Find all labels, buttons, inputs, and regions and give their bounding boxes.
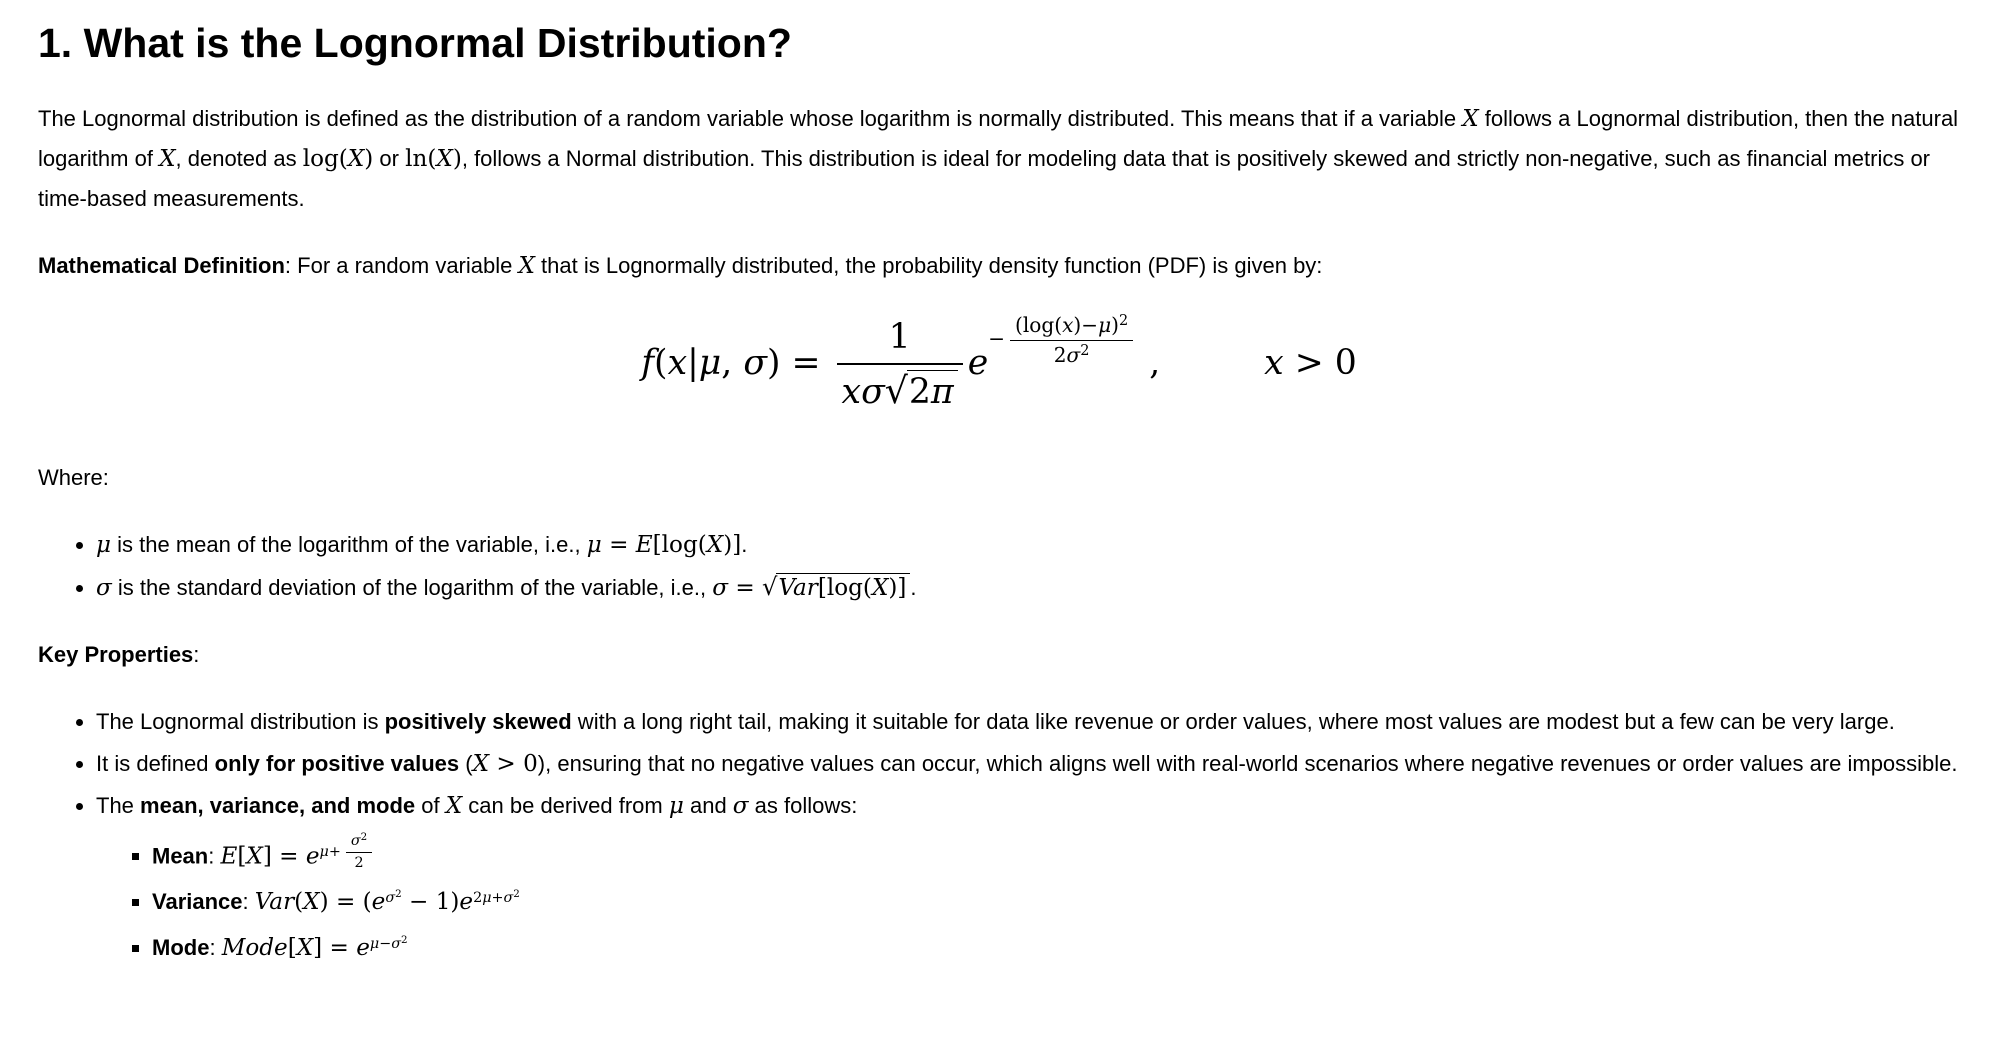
text-run: Mode [152,935,210,961]
text-run: . [910,574,917,600]
text-run: X [159,146,176,173]
text-run: μ [369,935,380,952]
text-run: x [1062,313,1074,338]
text-run: (log( [1015,313,1063,338]
text-run: follows a Lognormal distribution, then the natural logarithm of [38,106,1959,172]
text-run: positively skewed [384,708,572,734]
text-run: ), ensuring that no negative values can occur, which aligns well with real-world scenarios where negative revenues or order values are impossible. [537,750,1958,776]
text-run: E [635,531,653,558]
math-definition-paragraph [38,246,1960,286]
radicand [907,370,958,414]
text-run: e [356,935,370,962]
text-run: > 0 [1283,343,1357,384]
text-run: − 1) [401,889,460,916]
text-run: , [721,343,744,384]
text-run: of [415,792,446,818]
text-run: X [518,253,535,280]
text-run: ] = [262,843,306,870]
text-run: x [1264,343,1284,384]
pdf-display-formula [38,313,1960,414]
text-run: μ [482,889,492,906]
text-run: Variance [152,889,243,915]
text-run: x [667,343,688,384]
math-superscript [473,889,520,905]
text-run: that is Lognormally distributed, the probability density function (PDF) is given by: [534,253,1323,279]
list-item [152,928,1960,968]
text-run: ( [294,889,304,916]
text-run: + [328,843,341,860]
fraction-numerator [837,317,963,365]
text-run: e [371,889,386,916]
fraction-numerator [346,832,372,853]
math-superscript [361,832,368,843]
radical-sign-icon: √ [884,368,908,412]
page-title: 1. What is the Lognormal Distribution? [38,20,792,66]
text-run: > 0 [489,750,538,777]
text-run: ) = ( [319,889,372,916]
text-run: E [220,843,238,870]
text-run: = [601,531,636,558]
intro-paragraph [38,99,1960,219]
text-run: X [246,843,263,870]
radicand [776,573,910,603]
text-run: Mean [152,843,209,869]
text-run: μ [668,792,684,819]
text-run: 2 [473,889,483,906]
text-run: It is defined [96,750,215,776]
text-run: ) [1111,313,1119,338]
text-run: is the mean of the logarithm of the variable, i.e., [111,531,587,557]
math-superscript [988,313,1138,368]
text-run: 2 [1118,313,1129,330]
text-run: e [459,889,474,916]
text-run: X [296,935,314,962]
text-run: σ [732,792,749,819]
text-run: Var [254,889,295,916]
text-run: can be derived from [462,792,669,818]
text-run: is the standard deviation of the logarithm of the variable, i.e., [111,574,713,600]
radical-sign-icon: √ [762,572,778,601]
text-run: μ [319,843,329,860]
text-run: + [491,889,504,906]
text-run: mean, variance, and mode [140,792,416,818]
text-run: )] [888,574,907,601]
math-superscript [513,889,520,900]
text-run: ] = [313,935,357,962]
text-run: [log( [817,574,872,601]
text-run: 2 [395,887,402,900]
math-radical [884,368,958,412]
text-run: : [242,889,255,915]
text-run: X [472,750,490,777]
key-properties-list [38,702,1960,968]
math-fraction [837,317,963,414]
text-run: μ [586,531,602,558]
math-superscript [1080,344,1089,359]
text-run: , [1138,343,1265,384]
text-run: )− [1073,313,1099,338]
list-item [96,525,1960,565]
text-run: X [445,792,463,819]
where-list [38,525,1960,608]
text-run: ( [654,343,668,384]
text-run: log( [302,146,348,173]
text-run: ) [452,146,462,173]
text-run: The Lognormal distribution is [96,708,385,734]
text-run: 2 [908,371,931,412]
text-run: X [303,889,320,916]
text-run: , denoted as [175,146,303,172]
list-item [96,786,1960,968]
text-run: : [209,935,222,961]
text-run: )] [723,531,742,558]
math-superscript [401,935,408,946]
list-item [96,702,1960,742]
text-run: μ [96,531,112,558]
text-run: 2 [354,854,364,871]
text-run: X [1462,106,1479,133]
text-run: 1 [888,316,911,357]
text-run: σ [350,832,361,849]
text-run: [log( [652,531,707,558]
text-run: 2 [1053,343,1067,368]
text-run: σ [503,889,514,906]
fraction-denominator [346,853,372,872]
text-run: = [728,574,763,601]
text-run: The Lognormal distribution is defined as the distribution of a random variable whose logarithm is normally distributed. This means that if a variable [38,106,1463,132]
text-run: . [741,531,748,557]
text-run: : For a random variable [284,253,519,279]
math-fraction [346,832,372,872]
list-item-text [96,793,857,818]
text-run: π [930,371,954,412]
text-run: σ [712,574,728,601]
text-run: ln( [405,146,437,173]
text-run: μ [698,343,722,384]
text-run: − [379,935,392,952]
text-run: The [96,792,141,818]
text-run: σ [743,343,767,384]
fraction-denominator [1010,341,1133,368]
text-run: [ [287,935,297,962]
text-run: Key Properties [38,641,194,667]
math-superscript [1119,314,1128,329]
text-run: only for positive values [214,750,460,776]
text-run: ) = [766,343,832,384]
text-run: 2 [513,887,520,900]
text-run: σ [96,574,112,601]
math-fraction [1010,313,1133,368]
list-item [152,832,1960,876]
list-item [152,882,1960,922]
where-label: Where: [38,464,109,490]
text-run: X [347,146,365,173]
text-run: X [871,574,889,601]
text-run: Mode [221,935,288,962]
math-superscript [370,935,408,951]
text-run: 2 [1080,343,1090,360]
text-run: X [436,146,453,173]
text-run: with a long right tail, making it suitable for data like revenue or order values, where most values are modest but a few can be very large. [571,708,1895,734]
text-run: : [208,843,221,869]
math-radical [762,572,910,601]
text-run: | [687,343,699,384]
text-run: : [193,641,200,667]
text-run: ) [364,146,374,173]
fraction-numerator [1010,313,1133,341]
math-superscript [385,889,401,905]
text-run: Var [778,574,818,601]
list-item [96,567,1960,608]
derived-quantities-list [96,832,1960,968]
list-item [96,744,1960,784]
text-run: 2 [400,933,408,946]
text-run: σ [391,935,401,952]
text-run: Mathematical Definition [38,253,285,279]
text-run: X [706,531,724,558]
text-run: or [373,146,406,172]
text-run: σ [1066,343,1081,368]
text-run: as follows: [748,792,858,818]
text-run: f [641,343,655,384]
text-run: μ [1098,313,1112,338]
text-run: e [967,343,989,384]
text-run: 2 [360,830,368,843]
text-run: ( [459,750,473,776]
text-run: e [305,843,320,870]
text-run: σ [385,889,396,906]
text-run: xσ [841,371,885,412]
key-properties-label [38,635,1960,675]
fraction-denominator [837,365,963,414]
text-run: [ [237,843,247,870]
text-run: and [683,792,733,818]
text-run: , follows a Normal distribution. This distribution is ideal for modeling data that is positively skewed and strictly non-negative, such as financial metrics or time-based measurements. [38,146,1930,212]
text-run: − [988,326,1006,351]
math-superscript [320,832,378,872]
